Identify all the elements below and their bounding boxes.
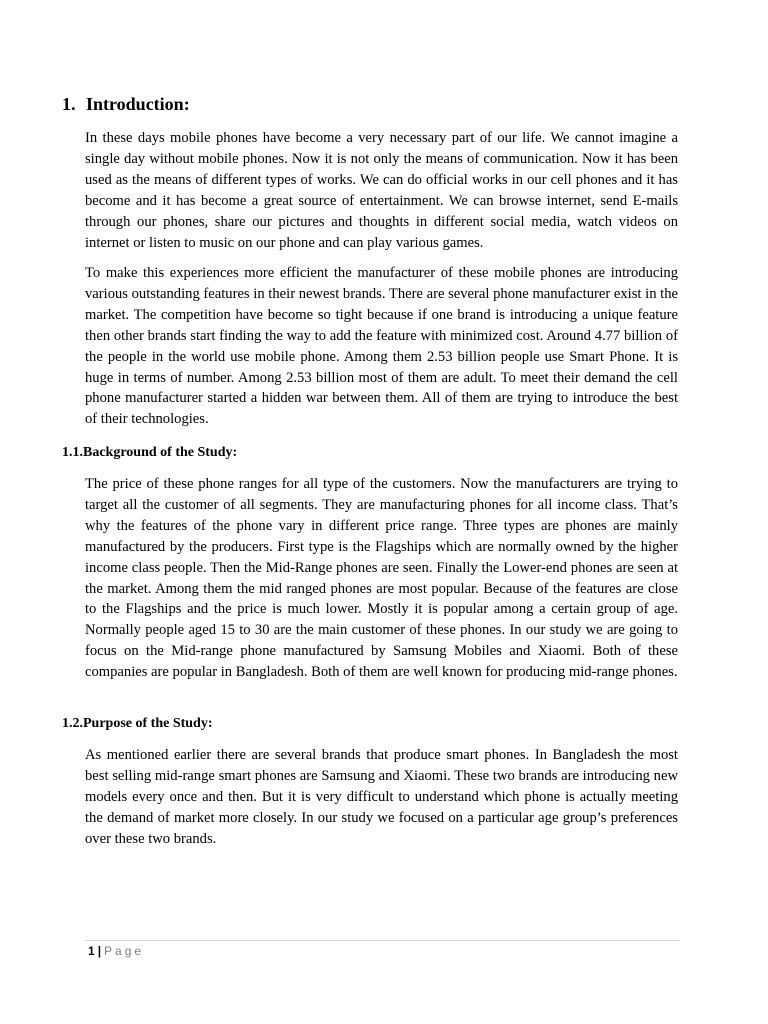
background-paragraph: The price of these phone ranges for all type of the customers. Now the manufacturers are trying to target all the customer of all segments. They are manufacturing phones for all income class. That’s why the features of the phone vary in different price range. Three types are phones are mainly manufactured by the producers. First type is the Flagships which are normally owned by the higher income class people. Then the Mid-Range phones are seen. Finally the Lower-end phones are seen at the market. Among them the mid ranged phones are most popular. Because of the features are close to the Flagships and the price is much lower. Mostly it is popular among a certain group of age. Normally people aged 15 to 30 are the main customer of these phones. In our study we are going to focus on the Mid-range phone manufactured by Samsung Mobiles and Xiaomi. Both of these companies are popular in Bangladesh. Both of them are well known for producing mid-range phones. xyxy=(85,476,678,681)
section-heading-background: 1.1.Background of the Study: xyxy=(62,445,238,460)
footer-separator: | xyxy=(97,944,102,958)
section-number: 1. xyxy=(62,94,76,114)
page-footer xyxy=(88,943,144,959)
section-heading-introduction xyxy=(62,92,190,116)
footer-divider xyxy=(85,940,680,941)
page-number: 1 xyxy=(88,944,95,958)
purpose-paragraph: As mentioned earlier there are several brands that produce smart phones. In Bangladesh the most best selling mid-range smart phones are Samsung and Xiaomi. These two brands are introducing new models every once and then. But it is very difficult to understand which phone is actually meeting the demand of market more closely. In our study we focused on a particular age group’s preferences over these two brands. xyxy=(85,747,678,847)
intro-paragraph-1: In these days mobile phones have become a very necessary part of our life. We cannot imagine a single day without mobile phones. Now it is not only the means of communication. Now it has been used as the means of different types of works. We can do official works in our cell phones and it has become and it has become a great source of entertainment. We can browse internet, send E-mails through our phones, share our pictures and thoughts in different social media, watch videos on internet or listen to music on our phone and can play various games. xyxy=(85,130,678,251)
section-title: Introduction: xyxy=(86,94,190,114)
page-label: Page xyxy=(104,944,145,958)
intro-paragraph-2: To make this experiences more efficient the manufacturer of these mobile phones are introducing various outstanding features in their newest brands. There are several phone manufacturer exist in the market. The competition have become so tight because if one brand is introducing a unique feature then other brands start finding the way to add the feature with minimized cost. Around 4.77 billion of the people in the world use mobile phone. Among them 2.53 billion people use Smart Phone. It is huge in terms of number. Among 2.53 billion most of them are adult. To meet their demand the cell phone manufacturer started a hidden war between them. All of them are trying to introduce the best of their technologies. xyxy=(85,265,678,428)
section-heading-purpose: 1.2.Purpose of the Study: xyxy=(62,716,213,731)
